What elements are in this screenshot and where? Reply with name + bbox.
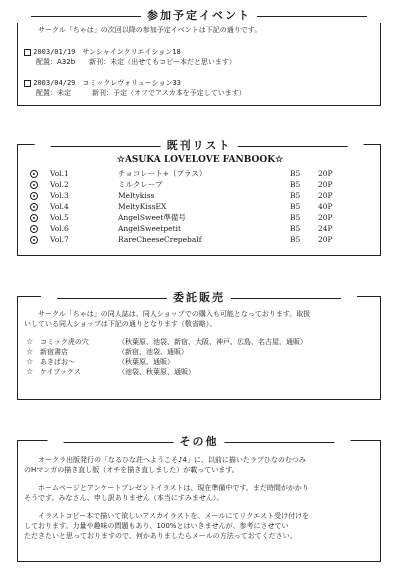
event-date-title: 2003/04/29 コミックレヴォリューション33 [33, 79, 181, 87]
events-section [17, 9, 381, 106]
book-pages: 24P [318, 224, 333, 233]
book-size: B5 [290, 213, 301, 222]
heading-rule-left [31, 16, 141, 17]
bullet-circle-icon [30, 192, 38, 200]
book-title: Meltykiss [118, 191, 155, 200]
shop-name: 新宿書店 [40, 348, 68, 356]
consign-intro-1: サークル「ちゃは」の同人誌は、同人ショップでの購入も可能となっております。取扱 [38, 310, 311, 318]
consign-heading-text: 委託販売 [173, 291, 225, 304]
events-heading-text: 参加予定イベント [147, 9, 251, 22]
book-vol: Vol.4 [50, 202, 69, 211]
checkbox-icon [24, 80, 31, 87]
heading-rule-right [237, 146, 347, 147]
book-pages: 20P [318, 235, 333, 244]
event-item-2 [24, 78, 181, 88]
shop-locations: （秋葉原、通販） [118, 358, 174, 366]
book-row [18, 180, 382, 190]
star-icon: ☆ [26, 347, 34, 356]
other-section [17, 435, 381, 562]
book-vol: Vol.2 [50, 180, 69, 189]
event-detail-2: 配置：未定 新刊：予定（オフでアスカ本を予定しています） [36, 89, 246, 97]
book-vol: Vol.5 [50, 213, 69, 222]
backlist-subtitle: ☆ASUKA LOVELOVE FANBOOK☆ [116, 155, 284, 165]
bullet-circle-icon [30, 203, 38, 211]
heading-rule-right [231, 298, 341, 299]
other-p2-line1: ホームページとアンケートプレゼントイラストは、現在準備中です。まだ時間がかかり [38, 484, 309, 492]
book-title: AngelSweetpetit [118, 224, 181, 233]
book-size: B5 [290, 191, 301, 200]
shop-name: ケイブックス [40, 368, 81, 376]
book-vol: Vol.1 [50, 169, 69, 178]
other-p3-line2: しております。力量や趣味の問題もあり、100%とはいきませんが、参考にさせてい [24, 522, 289, 530]
event-item-1 [24, 47, 181, 57]
consign-section [17, 291, 381, 400]
heading-rule-left [57, 298, 167, 299]
book-size: B5 [290, 202, 301, 211]
book-vol: Vol.7 [50, 235, 69, 244]
heading-rule-right [225, 442, 335, 443]
events-intro: サークル「ちゃは」の次回以降の参加予定イベントは下記の通りです。 [38, 26, 262, 34]
shop-locations: （新宿、池袋、通販） [118, 348, 188, 356]
shop-locations: （秋葉原、池袋、新宿、大阪、神戸、広島、名古屋、通販） [118, 338, 307, 346]
heading-rule-right [257, 16, 367, 17]
book-row [18, 169, 382, 179]
book-title: RareCheeseCrepebalf [118, 235, 202, 244]
shop-locations: （池袋、秋葉原、通販） [118, 368, 195, 376]
heading-rule-left [64, 442, 174, 443]
book-row [18, 191, 382, 201]
book-size: B5 [290, 180, 301, 189]
book-row [18, 213, 382, 223]
other-p3-line3: ただきたいと思っておりますので、何かありましたらメールの方法っておてください。 [24, 532, 297, 540]
book-title: MeltyKissEX [118, 202, 167, 211]
backlist-heading [35, 137, 364, 153]
book-vol: Vol.6 [50, 224, 69, 233]
book-title: ミルクレープ [118, 180, 163, 189]
book-size: B5 [290, 235, 301, 244]
event-detail-1: 配置：A32b 新刊：未定（出せてもコピー本だと思います） [36, 58, 236, 66]
backlist-heading-text: 既刊リスト [166, 139, 232, 152]
events-heading [15, 7, 383, 23]
book-row [18, 202, 382, 212]
other-heading [48, 433, 351, 449]
book-pages: 20P [318, 213, 333, 222]
bullet-circle-icon [30, 236, 38, 244]
bullet-circle-icon [30, 170, 38, 178]
book-title: チョコレート+（プラス） [118, 169, 207, 178]
star-icon: ☆ [26, 357, 34, 366]
checkbox-icon [24, 49, 31, 56]
shop-name: コミック虎の穴 [40, 338, 89, 346]
shop-name: あきばお～ [40, 358, 75, 366]
book-vol: Vol.3 [50, 191, 69, 200]
event-date-title: 2003/01/19 サンシャインクリエイション18 [33, 48, 181, 56]
backlist-section [17, 139, 381, 256]
book-pages: 20P [318, 180, 333, 189]
book-pages: 20P [318, 169, 333, 178]
book-size: B5 [290, 224, 301, 233]
star-icon: ☆ [26, 367, 34, 376]
other-p1-line1: オークラ出版発行の「なるひな荘へようこそ♪4」に、以前に描いたラブひなのむつみ [38, 456, 306, 464]
bullet-circle-icon [30, 214, 38, 222]
consign-heading [41, 289, 357, 305]
bullet-circle-icon [30, 181, 38, 189]
heading-rule-left [51, 146, 161, 147]
other-heading-text: その他 [179, 435, 219, 448]
other-p1-line2: のHマンガの描き直し版（オチを描き直しました）が載っています。 [24, 466, 239, 474]
book-pages: 40P [318, 202, 333, 211]
book-row [18, 224, 382, 234]
other-p3-line1: イラストコピー本で描いて欲しいアスカイラストを、メールにてリクエスト受け付けを [38, 512, 310, 520]
book-row [18, 235, 382, 245]
book-size: B5 [290, 169, 301, 178]
book-pages: 20P [318, 191, 333, 200]
consign-intro-2: いしている同人ショップは下記の通りとなります（敬省略）。 [24, 320, 217, 328]
book-title: AngelSweet準備号 [118, 213, 186, 222]
other-p2-line2: そうです。みなさん、申し訳ありません（本当にすみません）。 [24, 494, 224, 502]
bullet-circle-icon [30, 225, 38, 233]
star-icon: ☆ [26, 337, 34, 346]
